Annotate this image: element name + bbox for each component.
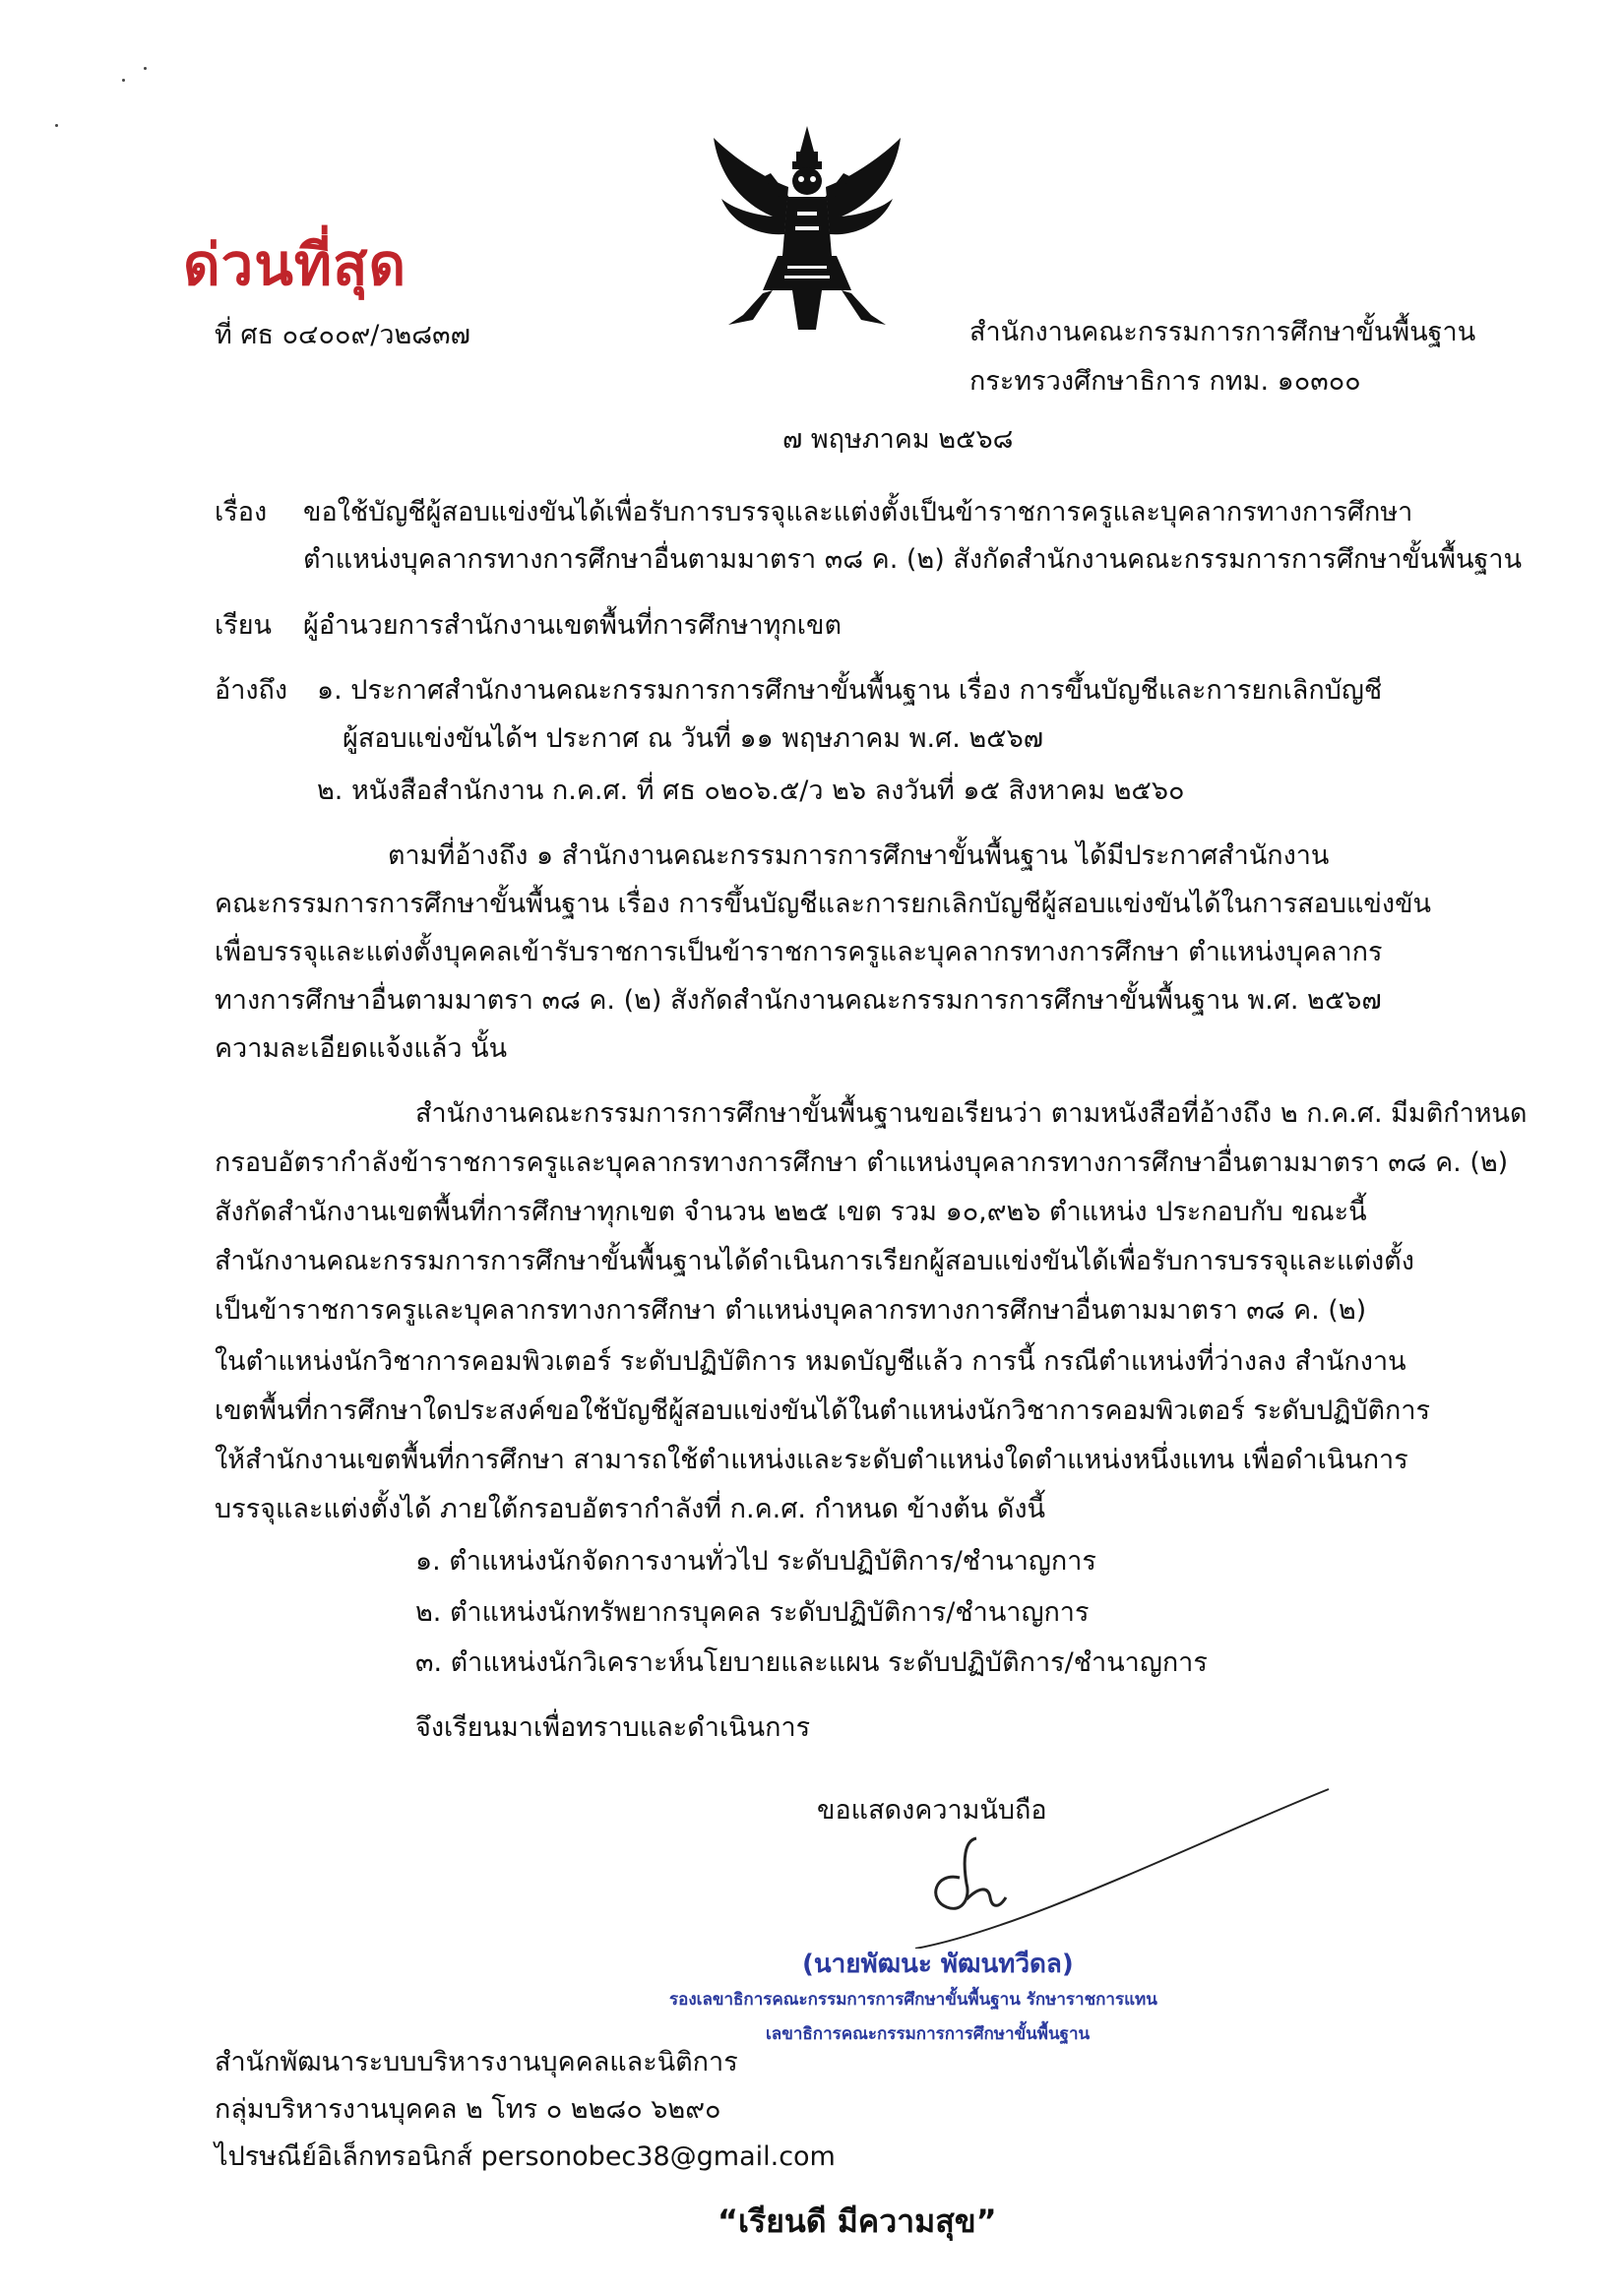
paragraph-2-line: สำนักงานคณะกรรมการการศึกษาขั้นพื้นฐานได้ดำเนินการเรียกผู้สอบแข่งขันได้เพื่อรับการบรรจุและแต่งตั้ง (215, 1246, 1414, 1276)
subject-label: เรื่อง (215, 497, 268, 527)
contact-phone: กลุ่มบริหารงานบุคคล ๒ โทร ๐ ๒๒๘๐ ๖๒๙๐ (215, 2094, 721, 2125)
scan-speck (55, 124, 58, 127)
agency-name: สำนักงานคณะกรรมการการศึกษาขั้นพื้นฐาน (969, 317, 1476, 347)
paragraph-1-line: ตามที่อ้างถึง ๑ สำนักงานคณะกรรมการการศึกษาขั้นพื้นฐาน ได้มีประกาศสำนักงาน (388, 840, 1330, 871)
paragraph-2-line: เขตพื้นที่การศึกษาใดประสงค์ขอใช้บัญชีผู้สอบแข่งขันได้ในตำแหน่งนักวิชาการคอมพิวเตอร์ ระดับปฏิบัติการ (215, 1395, 1431, 1426)
position-item: ๓. ตำแหน่งนักวิเคราะห์นโยบายและแผน ระดับปฏิบัติการ/ชำนาญการ (415, 1647, 1208, 1678)
urgency-stamp: ด่วนที่สุด (183, 231, 407, 298)
paragraph-1-line: ทางการศึกษาอื่นตามมาตรา ๓๘ ค. (๒) สังกัดสำนักงานคณะกรรมการการศึกษาขั้นพื้นฐาน พ.ศ. ๒๕๖๗ (215, 985, 1382, 1016)
scan-speck (144, 67, 147, 70)
to-value: ผู้อำนวยการสำนักงานเขตพื้นที่การศึกษาทุกเขต (303, 610, 842, 641)
document-date: ๗ พฤษภาคม ๒๕๖๘ (782, 424, 1014, 455)
position-item: ๒. ตำแหน่งนักทรัพยากรบุคคล ระดับปฏิบัติการ/ชำนาญการ (415, 1597, 1090, 1628)
to-label: เรียน (215, 610, 273, 641)
document-number: ที่ ศธ ๐๔๐๐๙/ว๒๘๓๗ (215, 320, 470, 350)
paragraph-2-line: สังกัดสำนักงานเขตพื้นที่การศึกษาทุกเขต จำนวน ๒๒๕ เขต รวม ๑๐,๙๒๖ ตำแหน่ง ประกอบกับ ขณะนี้ (215, 1197, 1367, 1227)
paragraph-2-line: ให้สำนักงานเขตพื้นที่การศึกษา สามารถใช้ตำแหน่งและระดับตำแหน่งใดตำแหน่งหนึ่งแทน เพื่อดำเนินการ (215, 1445, 1408, 1475)
references-label: อ้างถึง (215, 675, 288, 706)
paragraph-2-line: สำนักงานคณะกรรมการการศึกษาขั้นพื้นฐานขอเรียนว่า ตามหนังสือที่อ้างถึง ๒ ก.ค.ศ. มีมติกำหนด (415, 1098, 1528, 1129)
closing-salutation: ขอแสดงความนับถือ (817, 1795, 1047, 1826)
reference-1-line-2: ผู้สอบแข่งขันได้ฯ ประกาศ ณ วันที่ ๑๑ พฤษภาคม พ.ศ. ๒๕๖๗ (343, 723, 1044, 754)
signatory-name: (นายพัฒนะ พัฒนทวีดล) (802, 1950, 1074, 1979)
agency-ministry: กระทรวงศึกษาธิการ กทม. ๑๐๓๐๐ (969, 366, 1361, 397)
agency-address (969, 308, 1475, 406)
position-item: ๑. ตำแหน่งนักจัดการงานทั่วไป ระดับปฏิบัติการ/ชำนาญการ (415, 1546, 1096, 1577)
contact-office: สำนักพัฒนาระบบบริหารงานบุคคลและนิติการ (215, 2047, 738, 2077)
closing-request: จึงเรียนมาเพื่อทราบและดำเนินการ (415, 1712, 811, 1743)
signatory-position-line-1: รองเลขาธิการคณะกรรมการการศึกษาขั้นพื้นฐาน รักษาราชการแทน (669, 1990, 1157, 2010)
signatory-position-line-2: เลขาธิการคณะกรรมการการศึกษาขั้นพื้นฐาน (766, 2024, 1091, 2044)
paragraph-2-line: กรอบอัตรากำลังข้าราชการครูและบุคลากรทางการศึกษา ตำแหน่งบุคลากรทางการศึกษาอื่นตามมาตรา ๓๘ ค. (๒) (215, 1147, 1509, 1178)
scan-speck (122, 79, 125, 82)
paragraph-2-line: บรรจุและแต่งตั้งได้ ภายใต้กรอบอัตรากำลังที่ ก.ค.ศ. กำหนด ข้างต้น ดังนี้ (215, 1494, 1045, 1524)
subject-line-1: ขอใช้บัญชีผู้สอบแข่งขันได้เพื่อรับการบรรจุและแต่งตั้งเป็นข้าราชการครูและบุคลากรทางการศึกษา (303, 497, 1413, 527)
reference-2: ๒. หนังสือสำนักงาน ก.ค.ศ. ที่ ศธ ๐๒๐๖.๕/ว ๒๖ ลงวันที่ ๑๕ สิงหาคม ๒๕๖๐ (317, 775, 1185, 806)
subject-line-2: ตำแหน่งบุคลากรทางการศึกษาอื่นตามมาตรา ๓๘ ค. (๒) สังกัดสำนักงานคณะกรรมการการศึกษาขั้นพื้นฐาน (303, 544, 1523, 575)
motto: “เรียนดี มีความสุข” (718, 2202, 997, 2240)
signature-icon (906, 1781, 1339, 1949)
contact-email: ไปรษณีย์อิเล็กทรอนิกส์ personobec38@gmail.com (215, 2141, 836, 2172)
paragraph-2-line: ในตำแหน่งนักวิชาการคอมพิวเตอร์ ระดับปฏิบัติการ หมดบัญชีแล้ว การนี้ กรณีตำแหน่งที่ว่างลง สำนักงาน (215, 1346, 1406, 1377)
paragraph-1-line: ความละเอียดแจ้งแล้ว นั้น (215, 1033, 508, 1064)
reference-1-line-1: ๑. ประกาศสำนักงานคณะกรรมการการศึกษาขั้นพื้นฐาน เรื่อง การขึ้นบัญชีและการยกเลิกบัญชี (317, 675, 1383, 706)
paragraph-1-line: เพื่อบรรจุและแต่งตั้งบุคคลเข้ารับราชการเป็นข้าราชการครูและบุคลากรทางการศึกษา ตำแหน่งบุคลากร (215, 937, 1383, 967)
paragraph-2-line: เป็นข้าราชการครูและบุคลากรทางการศึกษา ตำแหน่งบุคลากรทางการศึกษาอื่นตามมาตรา ๓๘ ค. (๒) (215, 1295, 1367, 1326)
garuda-emblem-icon (694, 118, 920, 344)
paragraph-1-line: คณะกรรมการการศึกษาขั้นพื้นฐาน เรื่อง การขึ้นบัญชีและการยกเลิกบัญชีผู้สอบแข่งขันได้ในการสอบแข่งขัน (215, 889, 1431, 919)
